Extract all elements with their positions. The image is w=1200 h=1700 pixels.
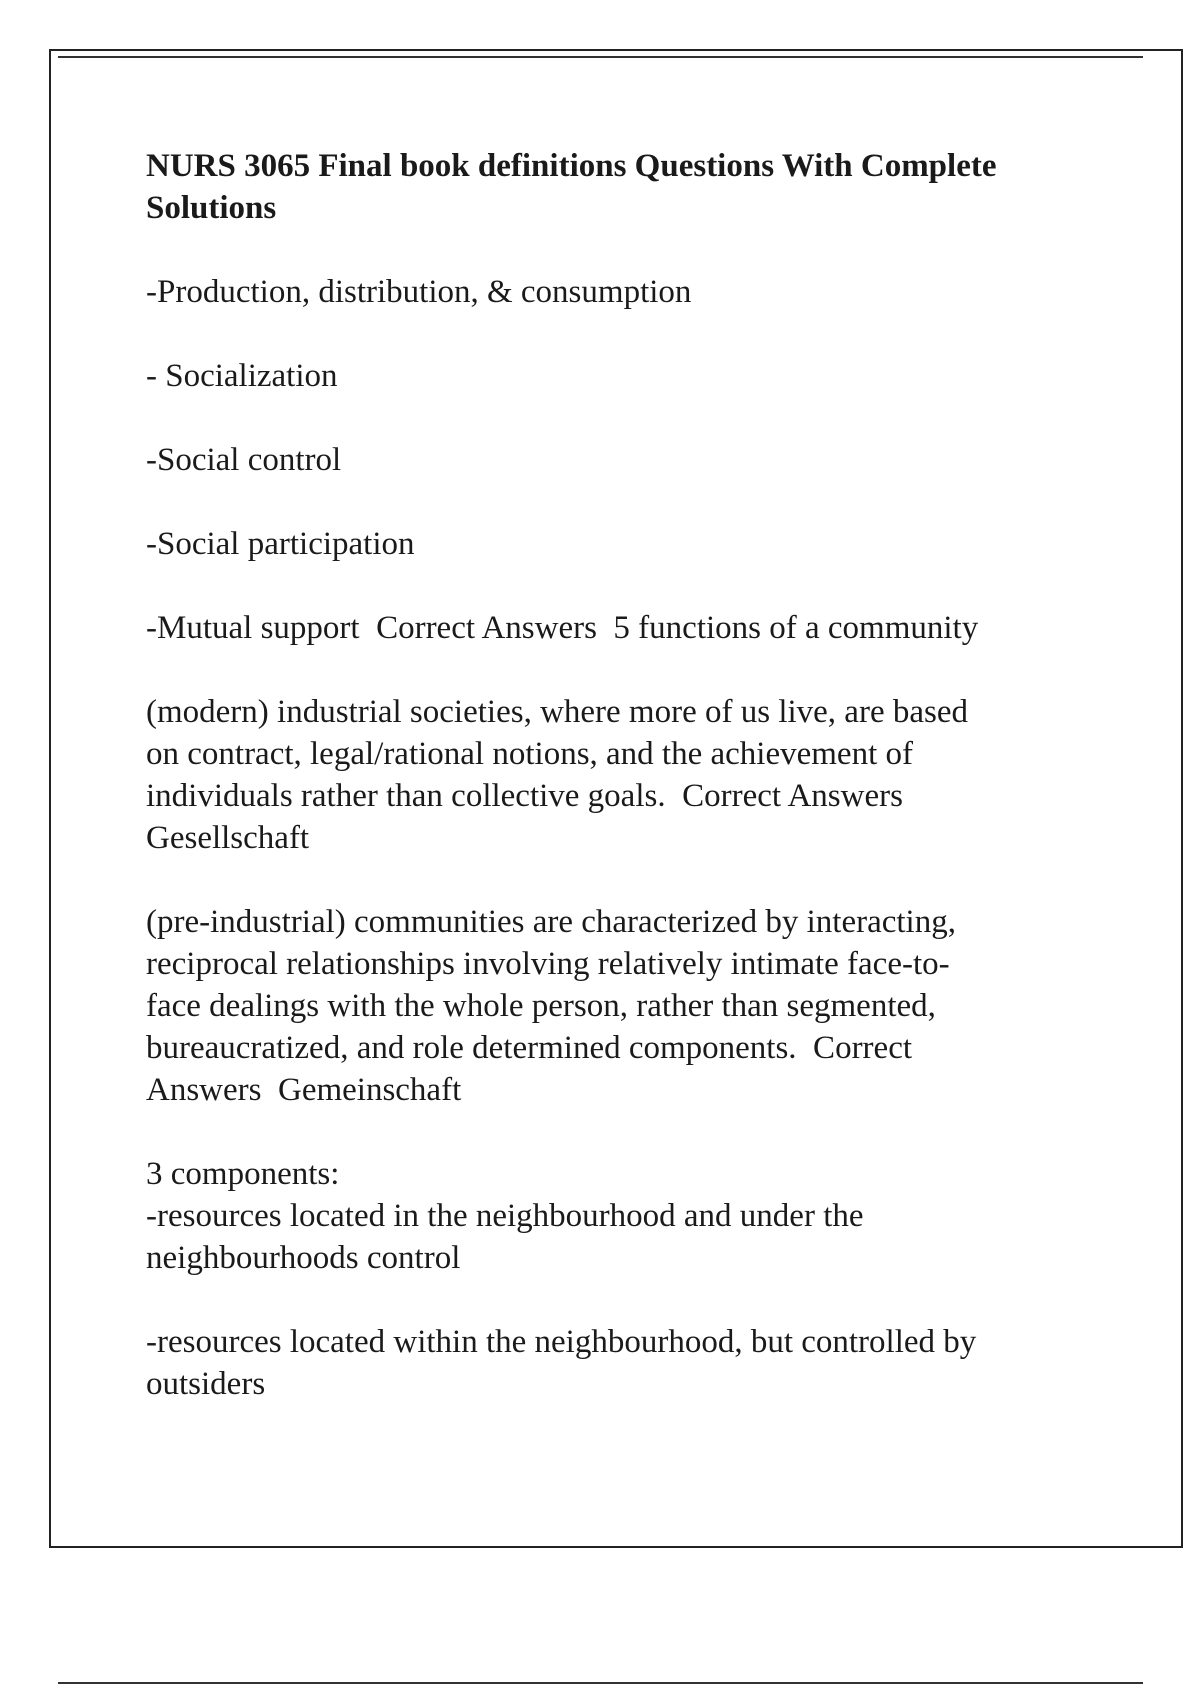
text-line: -Social control — [146, 442, 342, 478]
paragraph-social-control — [146, 439, 1106, 481]
footer-rule — [58, 1682, 1143, 1684]
text-line: reciprocal relationships involving relatively intimate face-to- — [146, 946, 950, 982]
paragraph-socialization — [146, 355, 1106, 397]
text-line: Gesellschaft — [146, 820, 310, 856]
text-line: (modern) industrial societies, where more of us live, are based — [146, 694, 968, 730]
text-line: -Mutual support Correct Answers 5 functions of a community — [146, 610, 979, 646]
title-line: NURS 3065 Final book definitions Questions With Complete — [146, 148, 997, 184]
paragraph-outside-resources — [146, 1321, 1106, 1405]
text-line: on contract, legal/rational notions, and the achievement of — [146, 736, 913, 772]
paragraph-gemeinschaft — [146, 901, 1106, 1111]
paragraph-three-components — [146, 1153, 1106, 1279]
paragraph-production — [146, 271, 1106, 313]
paragraph-gesellschaft — [146, 691, 1106, 859]
text-line: Answers Gemeinschaft — [146, 1072, 462, 1108]
document-title — [146, 145, 1106, 229]
text-line: individuals rather than collective goals. Correct Answers — [146, 778, 903, 814]
text-line: -Production, distribution, & consumption — [146, 274, 692, 310]
text-line: outsiders — [146, 1366, 266, 1402]
document-body — [146, 145, 1106, 1447]
paragraph-social-participation — [146, 523, 1106, 565]
paragraph-mutual-support — [146, 607, 1106, 649]
text-line: - Socialization — [146, 358, 338, 394]
text-line: bureaucratized, and role determined components. Correct — [146, 1030, 913, 1066]
header-rule — [58, 56, 1143, 58]
text-line: neighbourhoods control — [146, 1240, 461, 1276]
title-line: Solutions — [146, 190, 277, 226]
text-line: face dealings with the whole person, rather than segmented, — [146, 988, 936, 1024]
text-line: -resources located within the neighbourhood, but controlled by — [146, 1324, 977, 1360]
text-line: -resources located in the neighbourhood and under the — [146, 1198, 864, 1234]
text-line: -Social participation — [146, 526, 415, 562]
text-line: (pre-industrial) communities are characterized by interacting, — [146, 904, 956, 940]
text-line: 3 components: — [146, 1156, 340, 1192]
